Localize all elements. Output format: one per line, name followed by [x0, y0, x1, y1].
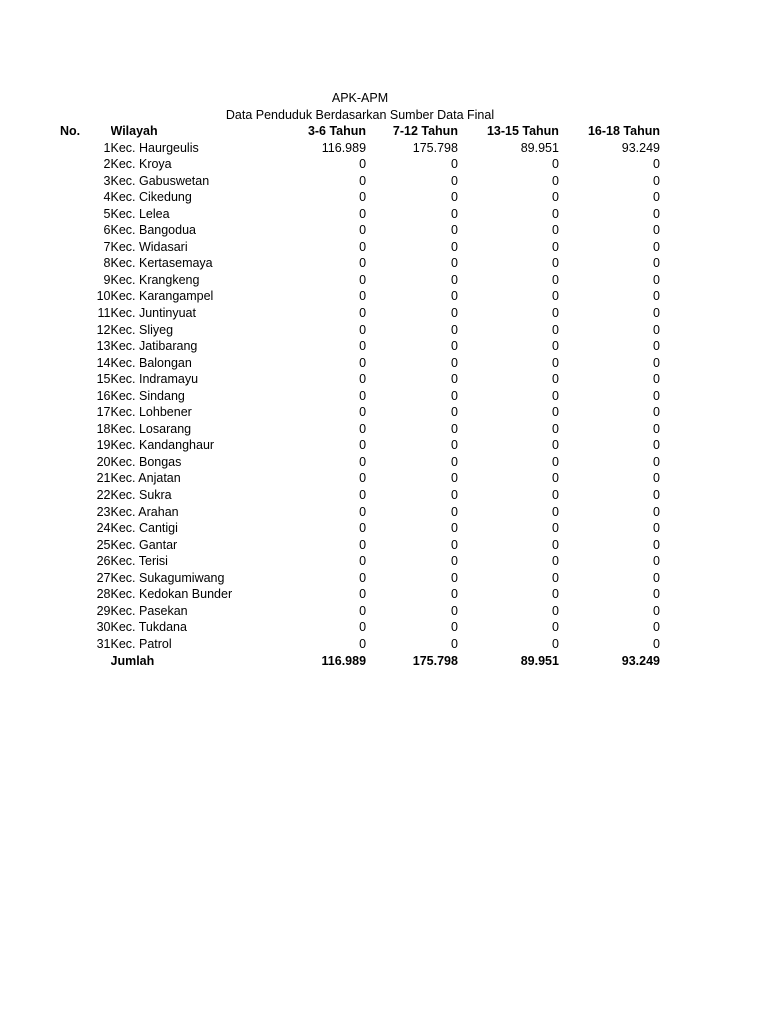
header-16-18-tahun: 16-18 Tahun: [587, 124, 660, 138]
row-3-6-tahun: 0: [359, 306, 367, 321]
table-row: [60, 454, 660, 471]
row-16-18-tahun: 0: [653, 554, 660, 569]
table-row: [60, 504, 660, 521]
row-7-12-tahun: 0: [451, 570, 458, 585]
table-row: [60, 437, 660, 454]
row-3-6-tahun: 0: [359, 620, 367, 635]
row-3-6-tahun: 0: [359, 554, 367, 569]
row-16-18-tahun: 0: [653, 620, 660, 635]
header-wilayah: Wilayah: [110, 124, 158, 138]
row-wilayah: Kec. Lelea: [110, 206, 170, 221]
row-16-18-tahun: 0: [653, 504, 660, 519]
table-row: [60, 338, 660, 355]
row-no: 30: [96, 620, 111, 635]
row-7-12-tahun: 0: [451, 421, 458, 436]
row-16-18-tahun: 0: [653, 272, 660, 287]
table-row: [60, 553, 660, 570]
row-13-15-tahun: 0: [552, 570, 559, 585]
table-row: [60, 140, 660, 157]
row-13-15-tahun: 0: [552, 405, 559, 420]
row-7-12-tahun: 0: [451, 157, 458, 172]
row-3-6-tahun: 0: [359, 289, 367, 304]
row-16-18-tahun: 0: [653, 471, 660, 486]
row-16-18-tahun: 0: [653, 322, 660, 337]
row-13-15-tahun: 0: [552, 355, 559, 370]
row-13-15-tahun: 0: [552, 554, 559, 569]
row-13-15-tahun: 0: [552, 504, 559, 519]
row-no: 14: [96, 355, 111, 370]
row-16-18-tahun: 0: [653, 306, 660, 321]
row-7-12-tahun: 0: [451, 388, 458, 403]
table-row: [60, 189, 660, 206]
table-row: [60, 206, 660, 223]
row-no: 12: [96, 322, 111, 337]
row-no: 7: [103, 239, 111, 254]
row-13-15-tahun: 0: [552, 454, 559, 469]
row-no: 20: [96, 454, 111, 469]
row-3-6-tahun: 0: [359, 190, 367, 205]
row-7-12-tahun: 0: [451, 272, 458, 287]
total-13-15-tahun: 89.951: [520, 653, 559, 668]
row-wilayah: Kec. Karangampel: [110, 289, 214, 304]
row-13-15-tahun: 0: [552, 388, 559, 403]
row-wilayah: Kec. Kroya: [110, 157, 172, 172]
row-no: 29: [96, 603, 111, 618]
row-no: 23: [96, 504, 111, 519]
table-row: [60, 355, 660, 372]
row-no: 24: [96, 521, 111, 536]
row-13-15-tahun: 0: [552, 173, 559, 188]
header-13-15-tahun: 13-15 Tahun: [486, 124, 559, 138]
row-wilayah: Kec. Juntinyuat: [110, 306, 196, 321]
table-row: [60, 537, 660, 554]
row-3-6-tahun: 0: [359, 388, 367, 403]
row-3-6-tahun: 0: [359, 372, 367, 387]
table-row: [60, 603, 660, 620]
row-7-12-tahun: 0: [451, 339, 458, 354]
row-7-12-tahun: 0: [451, 620, 458, 635]
row-13-15-tahun: 0: [552, 521, 559, 536]
row-3-6-tahun: 0: [359, 355, 367, 370]
row-13-15-tahun: 0: [552, 322, 559, 337]
table-header-row: [60, 123, 660, 140]
row-7-12-tahun: 0: [451, 372, 458, 387]
row-13-15-tahun: 0: [552, 620, 559, 635]
row-3-6-tahun: 0: [359, 322, 367, 337]
row-7-12-tahun: 0: [451, 223, 458, 238]
row-wilayah: Kec. Kandanghaur: [110, 438, 215, 453]
row-wilayah: Kec. Cikedung: [110, 190, 192, 205]
row-no: 25: [96, 537, 111, 552]
row-16-18-tahun: 93.249: [621, 140, 660, 155]
row-wilayah: Kec. Cantigi: [110, 521, 178, 536]
row-7-12-tahun: 0: [451, 173, 458, 188]
total-label: Jumlah: [110, 653, 155, 668]
row-16-18-tahun: 0: [653, 206, 660, 221]
row-wilayah: Kec. Jatibarang: [110, 339, 198, 354]
row-3-6-tahun: 0: [359, 157, 367, 172]
row-3-6-tahun: 0: [359, 521, 367, 536]
row-7-12-tahun: 175.798: [412, 140, 458, 155]
table-row: [60, 288, 660, 305]
row-no: 16: [96, 388, 111, 403]
row-wilayah: Kec. Bongas: [110, 454, 182, 469]
row-no: 15: [96, 372, 111, 387]
row-7-12-tahun: 0: [451, 521, 458, 536]
row-13-15-tahun: 0: [552, 339, 559, 354]
row-no: 18: [96, 421, 111, 436]
table-row: [60, 470, 660, 487]
row-16-18-tahun: 0: [653, 256, 660, 271]
row-7-12-tahun: 0: [451, 190, 458, 205]
row-16-18-tahun: 0: [653, 521, 660, 536]
table-row: [60, 388, 660, 405]
total-7-12-tahun: 175.798: [412, 653, 458, 668]
table-row: [60, 371, 660, 388]
row-13-15-tahun: 0: [552, 256, 559, 271]
table-row: [60, 619, 660, 636]
row-wilayah: Kec. Anjatan: [110, 471, 181, 486]
row-16-18-tahun: 0: [653, 421, 660, 436]
row-no: 26: [96, 554, 111, 569]
row-wilayah: Kec. Bangodua: [110, 223, 196, 238]
row-3-6-tahun: 0: [359, 223, 367, 238]
row-wilayah: Kec. Tukdana: [110, 620, 187, 635]
row-7-12-tahun: 0: [451, 355, 458, 370]
row-wilayah: Kec. Kedokan Bunder: [110, 587, 233, 602]
row-3-6-tahun: 0: [359, 206, 367, 221]
document-title: APK-APM: [331, 91, 389, 105]
row-wilayah: Kec. Arahan: [110, 504, 179, 519]
row-7-12-tahun: 0: [451, 239, 458, 254]
row-16-18-tahun: 0: [653, 173, 660, 188]
table-row: [60, 305, 660, 322]
total-16-18-tahun: 93.249: [621, 653, 660, 668]
row-wilayah: Kec. Lohbener: [110, 405, 192, 420]
table-row: [60, 570, 660, 587]
table-row: [60, 636, 660, 653]
row-16-18-tahun: 0: [653, 636, 660, 651]
row-wilayah: Kec. Haurgeulis: [110, 140, 199, 155]
row-16-18-tahun: 0: [653, 239, 660, 254]
row-7-12-tahun: 0: [451, 587, 458, 602]
row-wilayah: Kec. Terisi: [110, 554, 168, 569]
row-7-12-tahun: 0: [451, 206, 458, 221]
row-no: 31: [96, 636, 111, 651]
row-no: 22: [96, 488, 111, 503]
row-no: 2: [103, 157, 111, 172]
row-wilayah: Kec. Kertasemaya: [110, 256, 213, 271]
population-table: [60, 123, 660, 669]
row-wilayah: Kec. Pasekan: [110, 603, 188, 618]
row-16-18-tahun: 0: [653, 454, 660, 469]
table-row: [60, 239, 660, 256]
table-row: [60, 255, 660, 272]
table-body: [60, 140, 660, 653]
row-3-6-tahun: 0: [359, 256, 367, 271]
total-no-cell: [60, 653, 111, 670]
row-16-18-tahun: 0: [653, 570, 660, 585]
table-row: [60, 586, 660, 603]
row-3-6-tahun: 0: [359, 272, 367, 287]
row-13-15-tahun: 0: [552, 636, 559, 651]
row-13-15-tahun: 0: [552, 190, 559, 205]
row-no: 8: [103, 256, 111, 271]
row-wilayah: Kec. Sukra: [110, 488, 172, 503]
row-no: 3: [103, 173, 111, 188]
table-row: [60, 487, 660, 504]
row-7-12-tahun: 0: [451, 322, 458, 337]
table-row: [60, 520, 660, 537]
row-16-18-tahun: 0: [653, 157, 660, 172]
row-wilayah: Kec. Gantar: [110, 537, 178, 552]
row-7-12-tahun: 0: [451, 289, 458, 304]
row-7-12-tahun: 0: [451, 405, 458, 420]
row-wilayah: Kec. Gabuswetan: [110, 173, 210, 188]
row-7-12-tahun: 0: [451, 504, 458, 519]
table-row: [60, 156, 660, 173]
row-13-15-tahun: 0: [552, 471, 559, 486]
row-no: 17: [96, 405, 111, 420]
row-16-18-tahun: 0: [653, 488, 660, 503]
row-no: 28: [96, 587, 111, 602]
row-3-6-tahun: 0: [359, 587, 367, 602]
row-7-12-tahun: 0: [451, 454, 458, 469]
row-3-6-tahun: 116.989: [321, 140, 367, 155]
row-3-6-tahun: 0: [359, 421, 367, 436]
row-wilayah: Kec. Sliyeg: [110, 322, 174, 337]
header-3-6-tahun: 3-6 Tahun: [307, 124, 367, 138]
row-wilayah: Kec. Sindang: [110, 388, 185, 403]
row-16-18-tahun: 0: [653, 603, 660, 618]
row-3-6-tahun: 0: [359, 537, 367, 552]
row-no: 10: [96, 289, 111, 304]
row-no: 11: [97, 306, 111, 321]
row-wilayah: Kec. Balongan: [110, 355, 192, 370]
table-row: [60, 222, 660, 239]
row-16-18-tahun: 0: [653, 372, 660, 387]
row-no: 19: [96, 438, 111, 453]
row-13-15-tahun: 0: [552, 306, 559, 321]
row-13-15-tahun: 0: [552, 372, 559, 387]
row-16-18-tahun: 0: [653, 190, 660, 205]
document-subtitle: Data Penduduk Berdasarkan Sumber Data Final: [225, 108, 495, 122]
header-no: No.: [60, 124, 81, 138]
row-7-12-tahun: 0: [451, 471, 458, 486]
row-wilayah: Kec. Sukagumiwang: [110, 570, 225, 585]
row-13-15-tahun: 0: [552, 289, 559, 304]
row-3-6-tahun: 0: [359, 603, 367, 618]
row-no: 13: [96, 339, 111, 354]
row-3-6-tahun: 0: [359, 438, 367, 453]
row-7-12-tahun: 0: [451, 306, 458, 321]
table-row: [60, 421, 660, 438]
row-16-18-tahun: 0: [653, 289, 660, 304]
row-7-12-tahun: 0: [451, 554, 458, 569]
row-wilayah: Kec. Widasari: [110, 239, 188, 254]
row-wilayah: Kec. Indramayu: [110, 372, 199, 387]
row-13-15-tahun: 0: [552, 157, 559, 172]
row-no: 9: [103, 272, 111, 287]
row-13-15-tahun: 0: [552, 537, 559, 552]
row-3-6-tahun: 0: [359, 454, 367, 469]
row-wilayah: Kec. Krangkeng: [110, 272, 200, 287]
row-16-18-tahun: 0: [653, 537, 660, 552]
row-no: 1: [103, 140, 111, 155]
row-no: 6: [103, 223, 111, 238]
row-16-18-tahun: 0: [653, 388, 660, 403]
row-7-12-tahun: 0: [451, 488, 458, 503]
total-row: [60, 653, 660, 670]
row-13-15-tahun: 0: [552, 223, 559, 238]
row-13-15-tahun: 0: [552, 272, 559, 287]
row-7-12-tahun: 0: [451, 603, 458, 618]
row-16-18-tahun: 0: [653, 223, 660, 238]
header-7-12-tahun: 7-12 Tahun: [392, 124, 458, 138]
row-3-6-tahun: 0: [359, 405, 367, 420]
table-row: [60, 272, 660, 289]
row-16-18-tahun: 0: [653, 587, 660, 602]
row-7-12-tahun: 0: [451, 537, 458, 552]
row-16-18-tahun: 0: [653, 355, 660, 370]
row-13-15-tahun: 0: [552, 239, 559, 254]
row-13-15-tahun: 0: [552, 603, 559, 618]
row-13-15-tahun: 89.951: [520, 140, 559, 155]
row-3-6-tahun: 0: [359, 636, 367, 651]
row-no: 4: [103, 190, 111, 205]
total-3-6-tahun: 116.989: [321, 653, 367, 668]
row-7-12-tahun: 0: [451, 636, 458, 651]
row-3-6-tahun: 0: [359, 239, 367, 254]
row-13-15-tahun: 0: [552, 488, 559, 503]
row-wilayah: Kec. Patrol: [110, 636, 172, 651]
row-7-12-tahun: 0: [451, 438, 458, 453]
row-no: 5: [103, 206, 111, 221]
row-16-18-tahun: 0: [653, 438, 660, 453]
row-3-6-tahun: 0: [359, 570, 367, 585]
table-row: [60, 404, 660, 421]
row-3-6-tahun: 0: [359, 471, 367, 486]
row-3-6-tahun: 0: [359, 488, 367, 503]
row-3-6-tahun: 0: [359, 173, 367, 188]
row-16-18-tahun: 0: [653, 339, 660, 354]
table-row: [60, 322, 660, 339]
row-13-15-tahun: 0: [552, 421, 559, 436]
row-3-6-tahun: 0: [359, 339, 367, 354]
row-13-15-tahun: 0: [552, 438, 559, 453]
row-3-6-tahun: 0: [359, 504, 367, 519]
row-no: 27: [96, 570, 111, 585]
table-row: [60, 173, 660, 190]
row-no: 21: [96, 471, 111, 486]
row-7-12-tahun: 0: [451, 256, 458, 271]
row-16-18-tahun: 0: [653, 405, 660, 420]
row-13-15-tahun: 0: [552, 587, 559, 602]
row-13-15-tahun: 0: [552, 206, 559, 221]
row-wilayah: Kec. Losarang: [110, 421, 192, 436]
